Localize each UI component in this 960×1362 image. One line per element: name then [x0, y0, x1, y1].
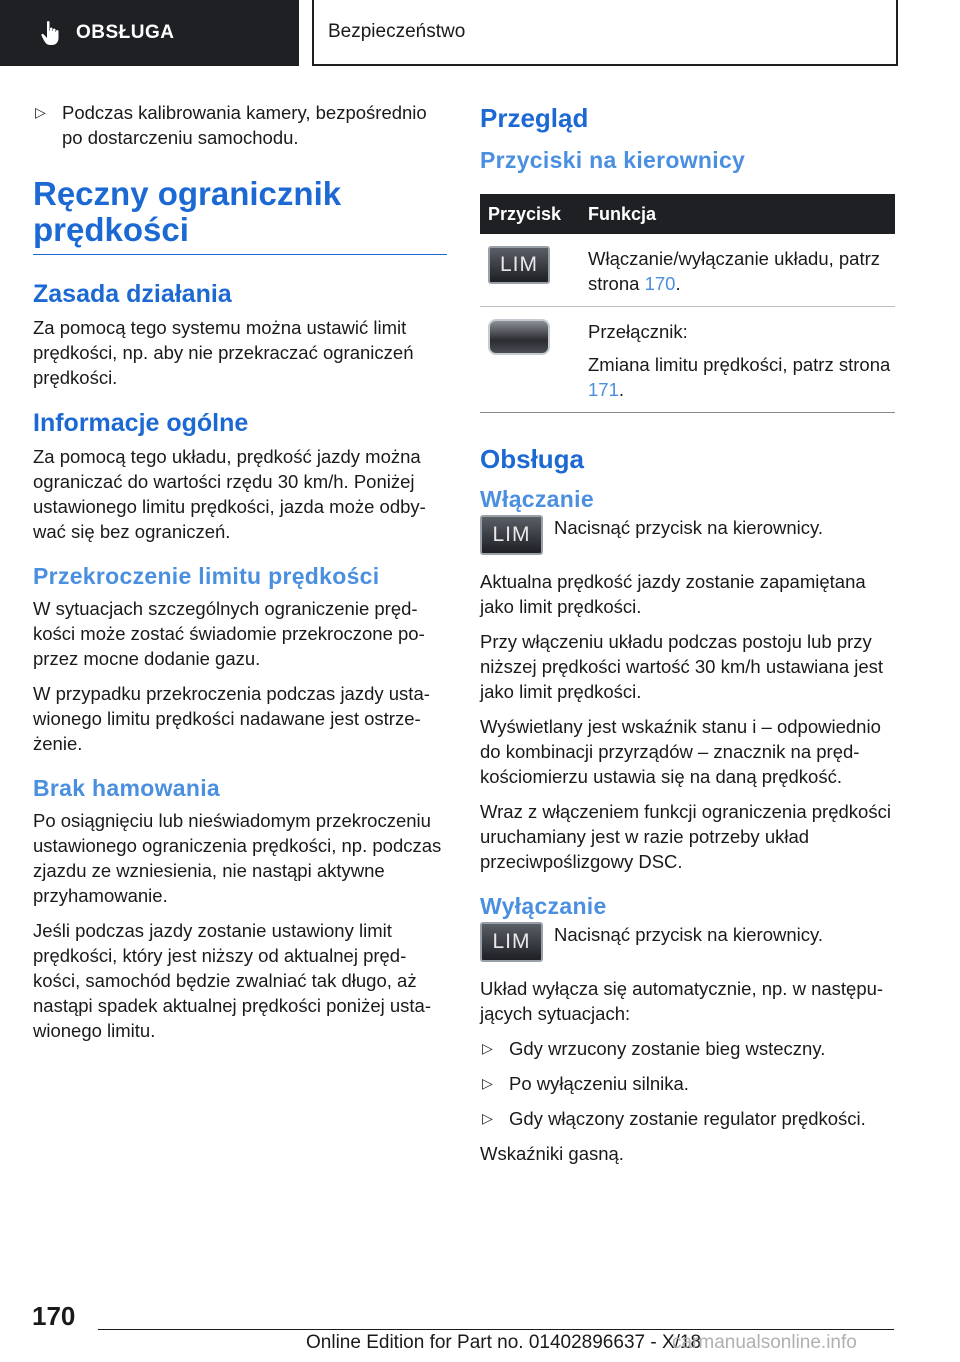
triangle-bullet-icon: ▷	[482, 1075, 493, 1091]
left-column	[33, 100, 447, 1053]
watermark: carmanualsonline.info	[672, 1332, 857, 1353]
triangle-bullet-icon: ▷	[35, 104, 46, 120]
page-link[interactable]: 170	[644, 273, 676, 294]
paragraph: W sytuacjach szczególnych ograniczenie prędkości może zostać świadomie przekroczone poprzez mocne dodanie gazu.	[33, 598, 425, 669]
paragraph: Za pomocą tego układu, prędkość jazdy można ograniczać do wartości rzędu 30 km/h. Poniżej ustawionego limitu prędkości, jazda może odbywać się bez ograniczeń.	[33, 446, 426, 542]
buttons-table	[480, 194, 895, 413]
right-column	[480, 100, 895, 1176]
paragraph: W przypadku przekroczenia podczas jazdy ustawionego limitu prędkości nadawane jest ostrzeżenie.	[33, 683, 430, 754]
heading-switch-off: Wyłączanie	[480, 893, 607, 919]
heading-no-braking: Brak hamowania	[33, 775, 220, 801]
step-row: LIM Nacisnąć przycisk na kierownicy.	[480, 511, 895, 555]
rocker-switch-icon	[488, 319, 550, 355]
lim-button-icon: LIM	[480, 922, 543, 962]
lim-button-icon: LIM	[488, 246, 550, 284]
paragraph: Układ wyłącza się automatycznie, np. w następujących sytuacjach:	[480, 978, 884, 1024]
chapter-title: Bezpieczeństwo	[328, 21, 466, 42]
hand-pointer-icon	[40, 20, 62, 46]
page-footer	[0, 1295, 960, 1362]
triangle-bullet-icon: ▷	[482, 1040, 493, 1056]
page-link[interactable]: 171	[588, 379, 619, 400]
list-item: ▷ Po wyłączeniu silnika.	[482, 1073, 689, 1094]
paragraph: Przy włączeniu układu podczas postoju lub przy niższej prędkości wartość 30 km/h ustawiana jest jako limit prędkości.	[480, 631, 884, 702]
step-row: LIM Nacisnąć przycisk na kierownicy.	[480, 918, 895, 962]
table-header-button: Przycisk	[480, 194, 588, 234]
paragraph: Za pomocą tego systemu można ustawić limit prędkości, np. aby nie przekraczać ograniczeń prędkości.	[33, 317, 414, 388]
page-title: Ręczny ogranicznik prędkości	[33, 176, 447, 255]
list-item: ▷ Gdy wrzucony zostanie bieg wsteczny.	[482, 1038, 826, 1059]
page-header	[0, 0, 960, 66]
table-row: LIM Włączanie/wyłączanie układu, patrz strona 170.	[480, 234, 895, 307]
lim-button-icon: LIM	[480, 515, 543, 555]
paragraph: Wskaźniki gasną.	[480, 1143, 624, 1164]
section-title: OBSŁUGA	[76, 22, 175, 43]
edition-note: Online Edition for Part no. 01402896637 - X/18	[306, 1332, 702, 1353]
heading-operation: Obsługa	[480, 444, 585, 474]
table-header-function: Funkcja	[588, 194, 895, 234]
paragraph: Aktualna prędkość jazdy zostanie zapamiętana jako limit prędkości.	[480, 571, 866, 617]
heading-overview: Przegląd	[480, 103, 589, 133]
heading-principle: Zasada działania	[33, 280, 232, 308]
paragraph: Wyświetlany jest wskaźnik stanu i – odpowiednio do kombinacji przyrządów – znacznik na prędkościomierzu ustawia się na daną prędkość.	[480, 716, 881, 787]
paragraph: Wraz z włączeniem funkcji ograniczenia prędkości uruchamiany jest w razie potrzeby układ przeciwpoślizgowy DSC.	[480, 801, 891, 872]
heading-general-info: Informacje ogólne	[33, 409, 249, 437]
chapter-tab	[312, 0, 898, 66]
triangle-bullet-icon: ▷	[482, 1110, 493, 1126]
list-item: ▷ Podczas kalibrowania kamery, bezpośrednio po dostarczeniu samochodu.	[35, 102, 427, 148]
section-tab	[0, 0, 299, 66]
heading-exceeding-limit: Przekroczenie limitu prędkości	[33, 563, 380, 589]
heading-switch-on: Włączanie	[480, 486, 594, 512]
list-item: ▷ Gdy włączony zostanie regulator prędkości.	[482, 1108, 866, 1129]
paragraph: Po osiągnięciu lub nieświadomym przekroczeniu ustawionego ograniczenia prędkości, np. podczas zjazdu ze wzniesienia, nie nastąpi aktywne przyhamowanie.	[33, 810, 442, 906]
heading-steering-buttons: Przyciski na kierownicy	[480, 147, 746, 173]
page-number: 170	[32, 1301, 76, 1331]
paragraph: Jeśli podczas jazdy zostanie ustawiony limit prędkości, który jest niższy od aktualnej prędkości, samochód będzie zwalniać tak długo, aż nastąpi spadek aktualnej prędkości poniżej ustawionego limitu.	[33, 920, 432, 1041]
footer-divider	[98, 1329, 894, 1330]
table-row: Przełącznik: Zmiana limitu prędkości, patrz strona 171.	[480, 307, 895, 413]
table-header-row	[480, 194, 895, 234]
